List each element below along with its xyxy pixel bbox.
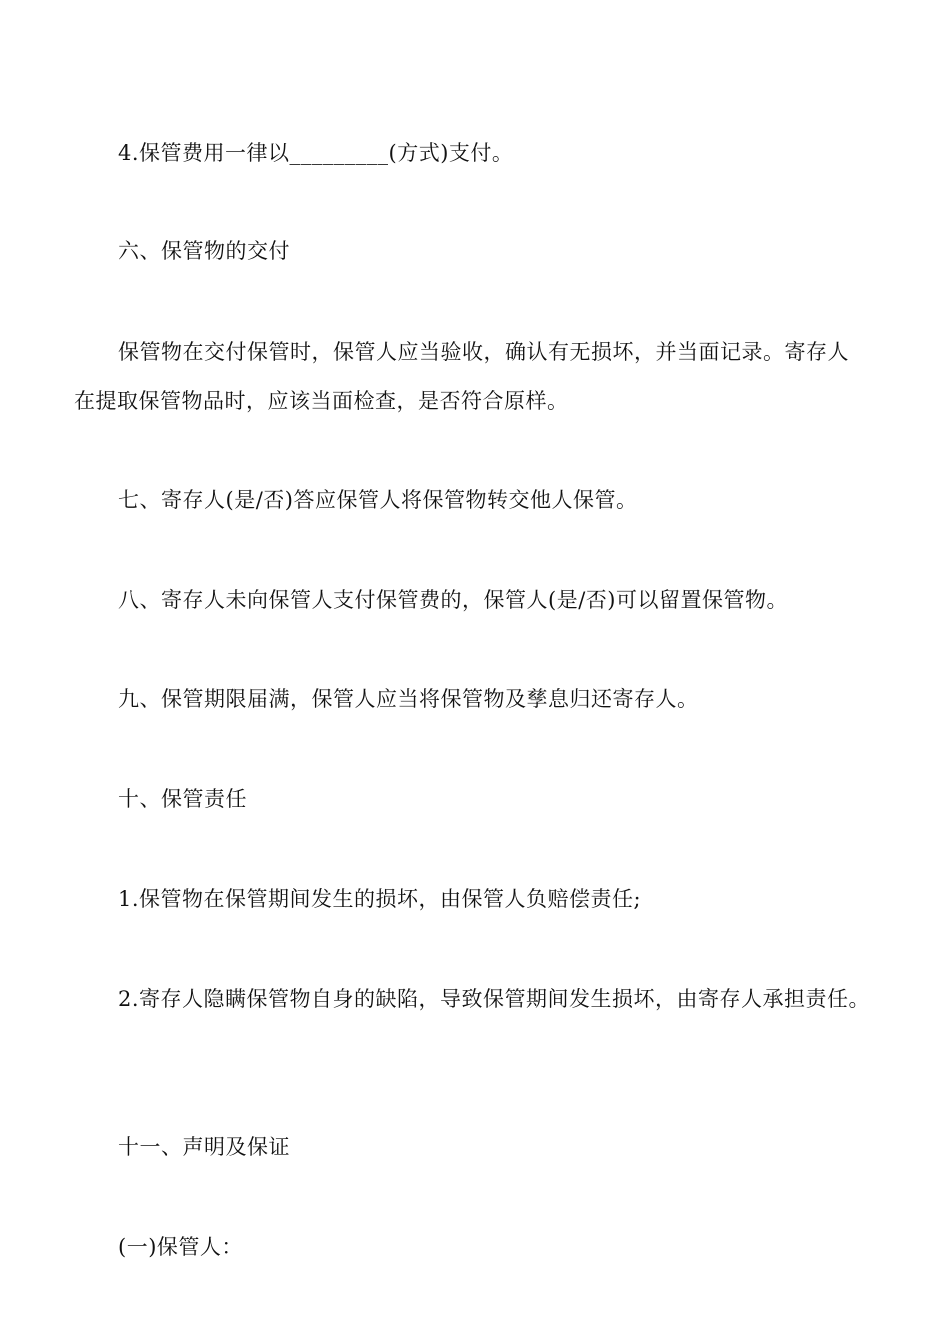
clause-fee-payment: 4.保管费用一律以_________(方式)支付。: [118, 141, 514, 165]
section-seven: 七、寄存人(是/否)答应保管人将保管物转交他人保管。: [118, 488, 638, 512]
section-nine: 九、保管期限届满，保管人应当将保管物及孳息归还寄存人。: [118, 687, 699, 711]
paragraph-delivery-line-2: 在提取保管物品时，应该当面检查，是否符合原样。: [74, 389, 569, 413]
paragraph-delivery-line-1: 保管物在交付保管时，保管人应当验收，确认有无损坏，并当面记录。寄存人: [118, 340, 849, 364]
clause-liability-1: 1.保管物在保管期间发生的损坏，由保管人负赔偿责任;: [118, 887, 642, 911]
section-eight: 八、寄存人未向保管人支付保管费的，保管人(是/否)可以留置保管物。: [118, 588, 788, 612]
clause-liability-2: 2.寄存人隐瞒保管物自身的缺陷，导致保管期间发生损坏，由寄存人承担责任。: [118, 987, 871, 1011]
section-heading-liability: 十、保管责任: [118, 787, 247, 811]
section-heading-declarations: 十一、声明及保证: [118, 1135, 290, 1159]
section-heading-delivery: 六、保管物的交付: [118, 239, 290, 263]
subsection-custodian: (一)保管人：: [118, 1235, 243, 1259]
